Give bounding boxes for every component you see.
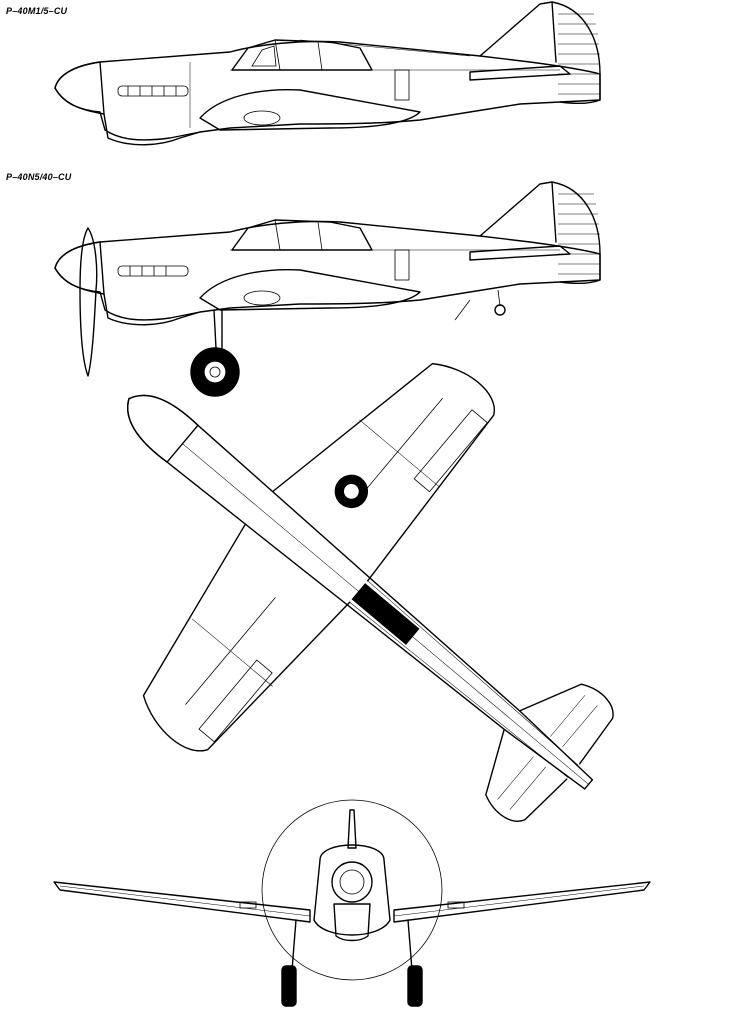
fuselage-outline (55, 221, 600, 319)
right-gear (408, 920, 422, 1006)
fin-front (348, 810, 356, 848)
exhaust-stacks (118, 266, 188, 276)
exhaust-stacks (118, 86, 188, 96)
canopy (232, 40, 372, 70)
plan-view-drawing (0, 330, 740, 830)
rudder (552, 182, 600, 283)
right-wing (394, 882, 650, 922)
fuselage-front (314, 845, 390, 935)
side-view-1-drawing (0, 0, 740, 170)
fuselage-outline (55, 41, 600, 139)
rudder (552, 2, 600, 103)
spinner-top (113, 380, 198, 462)
front-view-drawing (0, 790, 740, 1016)
wing-lower (109, 519, 349, 770)
left-wing (54, 882, 310, 922)
tailplane (470, 66, 570, 80)
wing-upper (268, 326, 511, 580)
canopy (232, 220, 372, 250)
rudder-ribs (558, 14, 600, 94)
side-view-2-label: P–40N5/40–CU (6, 172, 72, 182)
spinner-front (332, 862, 372, 902)
rudder-ribs (558, 194, 600, 274)
wing-guns (240, 902, 464, 908)
tail-wheel (495, 290, 505, 315)
propeller-disc (262, 800, 442, 980)
side-view-1-label: P–40M1/5–CU (6, 6, 68, 16)
fin (480, 2, 556, 62)
fin (480, 182, 556, 242)
tailplane (470, 246, 570, 260)
spinner (55, 62, 104, 114)
left-gear (282, 920, 296, 1006)
